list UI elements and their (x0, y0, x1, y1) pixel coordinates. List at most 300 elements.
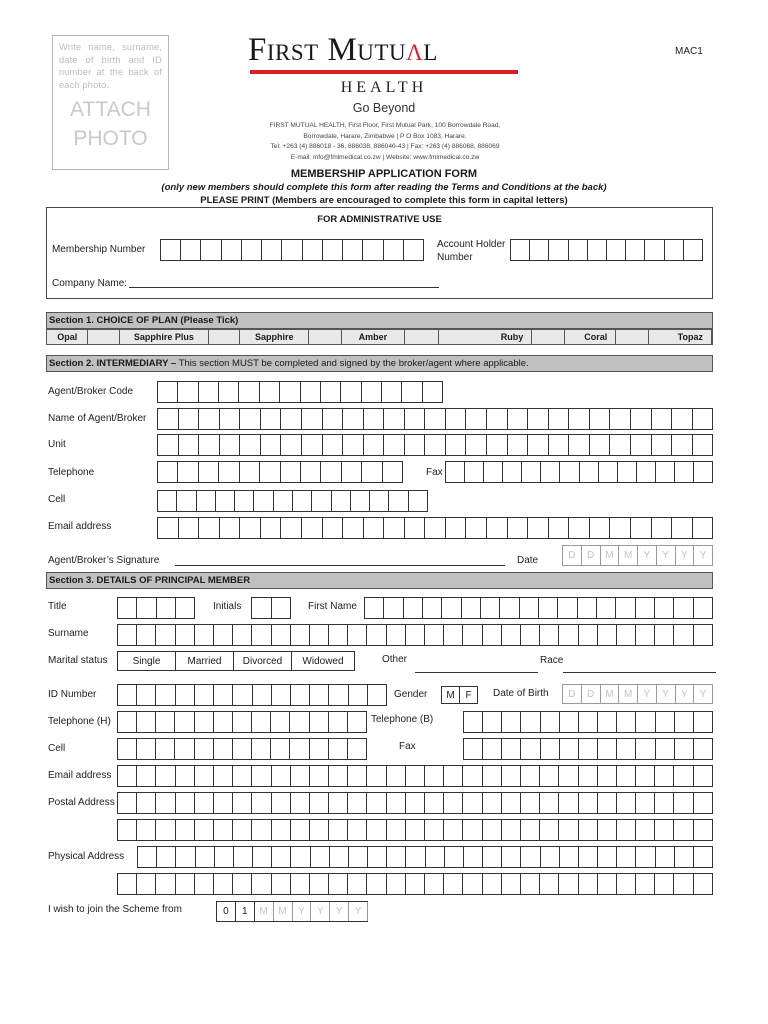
char-cell[interactable] (425, 625, 444, 645)
plan-coral-checkbox[interactable] (616, 330, 649, 344)
char-cell[interactable] (558, 598, 577, 618)
char-cell[interactable] (652, 435, 673, 455)
char-cell[interactable] (636, 874, 655, 894)
char-cell[interactable] (118, 625, 137, 645)
char-cell[interactable] (252, 712, 271, 732)
char-cell[interactable] (195, 793, 214, 813)
char-cell[interactable] (329, 712, 348, 732)
char-cell[interactable] (540, 874, 559, 894)
char-cell[interactable] (137, 712, 156, 732)
char-cell[interactable] (626, 240, 645, 260)
char-cell[interactable] (234, 847, 253, 867)
char-cell[interactable] (674, 874, 693, 894)
plan-amber-checkbox[interactable] (405, 330, 439, 344)
char-cell[interactable] (521, 712, 540, 732)
char-cell[interactable] (311, 847, 330, 867)
char-cell[interactable] (158, 435, 179, 455)
char-cell[interactable] (694, 847, 713, 867)
char-cell[interactable] (262, 240, 282, 260)
char-cell[interactable] (310, 820, 329, 840)
char-cell[interactable] (569, 518, 590, 538)
char-cell[interactable] (348, 793, 367, 813)
char-cell[interactable] (118, 766, 137, 786)
char-cell[interactable] (597, 598, 616, 618)
char-cell[interactable] (252, 739, 271, 759)
char-cell[interactable] (310, 793, 329, 813)
date-cell[interactable]: M (255, 902, 274, 921)
char-cell[interactable] (291, 793, 310, 813)
date-cell[interactable]: Y (638, 546, 657, 565)
char-cell[interactable] (481, 598, 500, 618)
postal-address-field-line2[interactable] (117, 819, 713, 841)
char-cell[interactable] (291, 685, 310, 705)
char-cell[interactable] (655, 820, 674, 840)
char-cell[interactable] (442, 598, 461, 618)
char-cell[interactable] (655, 625, 674, 645)
char-cell[interactable] (560, 847, 579, 867)
char-cell[interactable] (464, 847, 483, 867)
char-cell[interactable] (261, 435, 282, 455)
char-cell[interactable] (598, 625, 617, 645)
char-cell[interactable] (466, 409, 487, 429)
char-cell[interactable] (617, 820, 636, 840)
char-cell[interactable] (156, 874, 175, 894)
char-cell[interactable] (310, 625, 329, 645)
char-cell[interactable] (423, 382, 443, 402)
char-cell[interactable] (425, 518, 446, 538)
char-cell[interactable] (487, 435, 508, 455)
cell-field[interactable] (117, 738, 367, 760)
char-cell[interactable] (502, 793, 521, 813)
char-cell[interactable] (387, 625, 406, 645)
char-cell[interactable] (598, 739, 617, 759)
char-cell[interactable] (220, 518, 241, 538)
char-cell[interactable] (214, 625, 233, 645)
char-cell[interactable] (233, 625, 252, 645)
char-cell[interactable] (406, 793, 425, 813)
char-cell[interactable] (387, 766, 406, 786)
char-cell[interactable] (321, 462, 341, 482)
char-cell[interactable] (260, 462, 280, 482)
char-cell[interactable] (656, 462, 675, 482)
char-cell[interactable] (694, 462, 713, 482)
char-cell[interactable] (483, 793, 502, 813)
date-cell[interactable]: Y (657, 546, 676, 565)
char-cell[interactable] (176, 598, 195, 618)
char-cell[interactable] (199, 462, 219, 482)
char-cell[interactable] (631, 518, 652, 538)
char-cell[interactable] (329, 739, 348, 759)
char-cell[interactable] (636, 820, 655, 840)
char-cell[interactable] (195, 766, 214, 786)
join-date-field[interactable] (216, 901, 368, 922)
char-cell[interactable] (343, 518, 364, 538)
char-cell[interactable] (511, 240, 530, 260)
char-cell[interactable] (674, 766, 693, 786)
char-cell[interactable] (348, 820, 367, 840)
attach-photo-box[interactable] (52, 35, 169, 170)
char-cell[interactable] (464, 712, 483, 732)
char-cell[interactable] (233, 685, 252, 705)
char-cell[interactable] (656, 739, 675, 759)
company-name-field[interactable] (129, 287, 439, 288)
char-cell[interactable] (446, 409, 467, 429)
char-cell[interactable] (281, 409, 302, 429)
char-cell[interactable] (329, 820, 348, 840)
char-cell[interactable] (652, 518, 673, 538)
char-cell[interactable] (617, 766, 636, 786)
char-cell[interactable] (332, 491, 351, 511)
char-cell[interactable] (291, 820, 310, 840)
char-cell[interactable] (521, 820, 540, 840)
char-cell[interactable] (384, 435, 405, 455)
char-cell[interactable] (530, 240, 549, 260)
char-cell[interactable] (272, 847, 291, 867)
char-cell[interactable] (599, 462, 618, 482)
char-cell[interactable] (157, 598, 176, 618)
char-cell[interactable] (579, 712, 598, 732)
char-cell[interactable] (383, 462, 403, 482)
first-name-field[interactable] (364, 597, 713, 619)
char-cell[interactable] (569, 435, 590, 455)
account-holder-number-field[interactable] (510, 239, 703, 261)
char-cell[interactable] (508, 518, 529, 538)
char-cell[interactable] (176, 625, 195, 645)
char-cell[interactable] (549, 518, 570, 538)
char-cell[interactable] (233, 712, 252, 732)
char-cell[interactable] (233, 766, 252, 786)
char-cell[interactable] (406, 847, 425, 867)
char-cell[interactable] (272, 625, 291, 645)
char-cell[interactable] (425, 874, 444, 894)
char-cell[interactable] (137, 625, 156, 645)
char-cell[interactable] (329, 685, 348, 705)
char-cell[interactable] (631, 435, 652, 455)
membership-number-field[interactable] (160, 239, 424, 261)
char-cell[interactable] (655, 793, 674, 813)
char-cell[interactable] (636, 847, 655, 867)
char-cell[interactable] (487, 518, 508, 538)
char-cell[interactable] (291, 766, 310, 786)
gender-male-option[interactable]: M (442, 687, 460, 703)
char-cell[interactable] (239, 382, 259, 402)
plan-sapphire-checkbox[interactable] (309, 330, 342, 344)
char-cell[interactable] (282, 240, 302, 260)
char-cell[interactable] (197, 491, 216, 511)
char-cell[interactable] (631, 409, 652, 429)
char-cell[interactable] (137, 739, 156, 759)
char-cell[interactable] (219, 462, 239, 482)
char-cell[interactable] (118, 793, 137, 813)
char-cell[interactable] (363, 240, 383, 260)
char-cell[interactable] (446, 435, 467, 455)
char-cell[interactable] (444, 874, 463, 894)
char-cell[interactable] (118, 712, 137, 732)
postal-address-field-line1[interactable] (117, 792, 713, 814)
char-cell[interactable] (672, 409, 693, 429)
char-cell[interactable] (502, 820, 521, 840)
char-cell[interactable] (588, 240, 607, 260)
char-cell[interactable] (528, 409, 549, 429)
char-cell[interactable] (559, 874, 578, 894)
char-cell[interactable] (302, 518, 323, 538)
char-cell[interactable] (483, 766, 502, 786)
char-cell[interactable] (156, 766, 175, 786)
char-cell[interactable] (425, 793, 444, 813)
char-cell[interactable] (291, 625, 310, 645)
char-cell[interactable] (674, 793, 693, 813)
char-cell[interactable] (521, 793, 540, 813)
char-cell[interactable] (158, 518, 179, 538)
char-cell[interactable] (349, 847, 368, 867)
char-cell[interactable] (323, 409, 344, 429)
char-cell[interactable] (446, 518, 467, 538)
char-cell[interactable] (610, 435, 631, 455)
char-cell[interactable] (387, 874, 406, 894)
char-cell[interactable] (118, 598, 137, 618)
char-cell[interactable] (323, 435, 344, 455)
char-cell[interactable] (598, 847, 617, 867)
char-cell[interactable] (156, 712, 175, 732)
char-cell[interactable] (598, 820, 617, 840)
date-cell[interactable]: D (563, 685, 582, 703)
char-cell[interactable] (323, 240, 343, 260)
char-cell[interactable] (444, 625, 463, 645)
char-cell[interactable] (405, 435, 426, 455)
char-cell[interactable] (272, 820, 291, 840)
char-cell[interactable] (579, 847, 598, 867)
char-cell[interactable] (549, 240, 568, 260)
char-cell[interactable] (368, 685, 387, 705)
char-cell[interactable] (656, 847, 675, 867)
char-cell[interactable] (541, 712, 560, 732)
char-cell[interactable] (464, 739, 483, 759)
char-cell[interactable] (364, 409, 385, 429)
char-cell[interactable] (384, 240, 404, 260)
date-cell[interactable]: M (619, 546, 638, 565)
char-cell[interactable] (348, 712, 367, 732)
agent-signature-field[interactable] (175, 565, 505, 566)
char-cell[interactable] (368, 847, 387, 867)
char-cell[interactable] (233, 793, 252, 813)
char-cell[interactable] (580, 462, 599, 482)
char-cell[interactable] (521, 847, 540, 867)
char-cell[interactable] (520, 598, 539, 618)
char-cell[interactable] (158, 382, 178, 402)
char-cell[interactable] (387, 793, 406, 813)
char-cell[interactable] (214, 739, 233, 759)
char-cell[interactable] (466, 435, 487, 455)
char-cell[interactable] (444, 820, 463, 840)
char-cell[interactable] (175, 739, 194, 759)
char-cell[interactable] (291, 847, 310, 867)
char-cell[interactable] (240, 518, 261, 538)
char-cell[interactable] (367, 820, 386, 840)
char-cell[interactable] (617, 625, 636, 645)
char-cell[interactable] (364, 518, 385, 538)
char-cell[interactable] (301, 462, 321, 482)
char-cell[interactable] (384, 409, 405, 429)
date-cell[interactable]: Y (349, 902, 368, 921)
char-cell[interactable] (158, 491, 177, 511)
char-cell[interactable] (222, 240, 242, 260)
email-field[interactable] (117, 765, 713, 787)
char-cell[interactable] (528, 435, 549, 455)
char-cell[interactable] (590, 435, 611, 455)
char-cell[interactable] (598, 874, 617, 894)
char-cell[interactable] (271, 712, 290, 732)
char-cell[interactable] (196, 847, 215, 867)
date-cell[interactable]: M (601, 685, 620, 703)
char-cell[interactable] (291, 874, 310, 894)
char-cell[interactable] (156, 793, 175, 813)
char-cell[interactable] (465, 462, 484, 482)
char-cell[interactable] (343, 409, 364, 429)
char-cell[interactable] (195, 874, 214, 894)
char-cell[interactable] (502, 874, 521, 894)
char-cell[interactable] (694, 793, 713, 813)
char-cell[interactable] (636, 712, 655, 732)
char-cell[interactable] (549, 409, 570, 429)
char-cell[interactable] (590, 518, 611, 538)
char-cell[interactable] (675, 739, 694, 759)
char-cell[interactable] (540, 820, 559, 840)
char-cell[interactable] (274, 491, 293, 511)
char-cell[interactable] (655, 766, 674, 786)
char-cell[interactable] (528, 518, 549, 538)
char-cell[interactable] (181, 240, 201, 260)
char-cell[interactable] (367, 874, 386, 894)
char-cell[interactable] (281, 462, 301, 482)
char-cell[interactable] (694, 874, 713, 894)
date-cell[interactable]: M (619, 685, 638, 703)
char-cell[interactable] (446, 462, 465, 482)
char-cell[interactable] (179, 518, 200, 538)
date-cell[interactable]: 1 (236, 902, 255, 921)
date-cell[interactable]: D (582, 685, 601, 703)
char-cell[interactable] (321, 382, 341, 402)
char-cell[interactable] (559, 766, 578, 786)
date-cell[interactable]: D (563, 546, 582, 565)
marital-divorced-option[interactable]: Divorced (234, 652, 292, 670)
char-cell[interactable] (541, 462, 560, 482)
char-cell[interactable] (261, 518, 282, 538)
char-cell[interactable] (521, 766, 540, 786)
char-cell[interactable] (389, 491, 408, 511)
char-cell[interactable] (502, 847, 521, 867)
agent-cell-field[interactable] (157, 490, 428, 512)
char-cell[interactable] (645, 240, 664, 260)
char-cell[interactable] (242, 240, 262, 260)
char-cell[interactable] (672, 435, 693, 455)
char-cell[interactable] (240, 435, 261, 455)
char-cell[interactable] (252, 874, 271, 894)
char-cell[interactable] (240, 462, 260, 482)
char-cell[interactable] (559, 793, 578, 813)
char-cell[interactable] (610, 409, 631, 429)
id-number-field[interactable] (117, 684, 387, 706)
char-cell[interactable] (329, 874, 348, 894)
char-cell[interactable] (329, 625, 348, 645)
date-cell[interactable]: Y (638, 685, 657, 703)
char-cell[interactable] (569, 409, 590, 429)
telephone-h-field[interactable] (117, 711, 367, 733)
char-cell[interactable] (672, 518, 693, 538)
char-cell[interactable] (541, 847, 560, 867)
physical-address-field-line1[interactable] (137, 846, 713, 868)
char-cell[interactable] (502, 712, 521, 732)
char-cell[interactable] (233, 739, 252, 759)
char-cell[interactable] (235, 491, 254, 511)
char-cell[interactable] (302, 435, 323, 455)
char-cell[interactable] (521, 625, 540, 645)
agent-name-field[interactable] (157, 408, 713, 430)
date-cell[interactable]: 0 (217, 902, 236, 921)
agent-telephone-field[interactable] (157, 461, 403, 483)
char-cell[interactable] (425, 820, 444, 840)
marital-single-option[interactable]: Single (118, 652, 176, 670)
char-cell[interactable] (578, 598, 597, 618)
marital-widowed-option[interactable]: Widowed (292, 652, 355, 670)
char-cell[interactable] (384, 598, 403, 618)
char-cell[interactable] (156, 739, 175, 759)
char-cell[interactable] (310, 766, 329, 786)
char-cell[interactable] (655, 874, 674, 894)
char-cell[interactable] (521, 739, 540, 759)
date-cell[interactable]: Y (694, 685, 713, 703)
char-cell[interactable] (487, 409, 508, 429)
fax-field[interactable] (463, 738, 713, 760)
char-cell[interactable] (178, 382, 198, 402)
char-cell[interactable] (674, 625, 693, 645)
char-cell[interactable] (214, 712, 233, 732)
char-cell[interactable] (694, 598, 713, 618)
char-cell[interactable] (502, 625, 521, 645)
char-cell[interactable] (312, 491, 331, 511)
char-cell[interactable] (590, 409, 611, 429)
char-cell[interactable] (252, 766, 271, 786)
char-cell[interactable] (351, 491, 370, 511)
char-cell[interactable] (216, 491, 235, 511)
plan-ruby-checkbox[interactable] (532, 330, 565, 344)
char-cell[interactable] (301, 382, 321, 402)
char-cell[interactable] (694, 739, 713, 759)
char-cell[interactable] (693, 518, 714, 538)
char-cell[interactable] (693, 435, 714, 455)
char-cell[interactable] (694, 820, 713, 840)
char-cell[interactable] (323, 518, 344, 538)
char-cell[interactable] (579, 625, 598, 645)
char-cell[interactable] (387, 847, 406, 867)
char-cell[interactable] (199, 409, 220, 429)
char-cell[interactable] (177, 491, 196, 511)
char-cell[interactable] (598, 712, 617, 732)
char-cell[interactable] (549, 435, 570, 455)
char-cell[interactable] (503, 462, 522, 482)
char-cell[interactable] (365, 598, 384, 618)
agent-fax-field[interactable] (445, 461, 713, 483)
char-cell[interactable] (272, 766, 291, 786)
char-cell[interactable] (253, 685, 272, 705)
char-cell[interactable] (445, 847, 464, 867)
char-cell[interactable] (137, 598, 156, 618)
date-cell[interactable]: Y (657, 685, 676, 703)
char-cell[interactable] (348, 874, 367, 894)
char-cell[interactable] (405, 409, 426, 429)
char-cell[interactable] (179, 435, 200, 455)
char-cell[interactable] (466, 518, 487, 538)
char-cell[interactable] (254, 491, 273, 511)
